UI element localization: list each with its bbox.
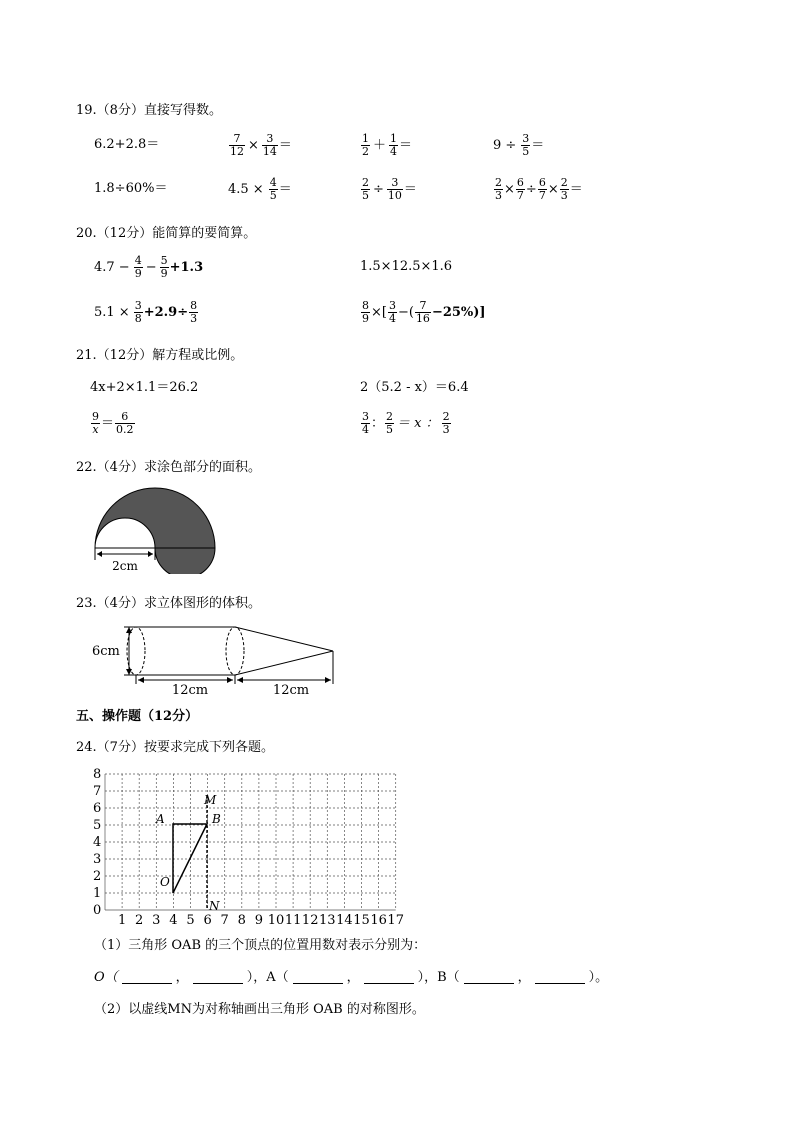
x-tick-label: 2	[135, 913, 144, 928]
blank-B-y[interactable]	[535, 973, 585, 984]
q20-e1: 4.7 − $\frac{4}{9}$ − $\frac{5}{9}$ +1.3	[94, 254, 204, 280]
arrow-2	[227, 677, 233, 683]
q21-e4: $\frac{3}{4}$ ： $\frac{2}{5}$ ＝ x ： $\frac{2}{3}$	[362, 410, 450, 436]
y-tick-label: 3	[93, 852, 102, 867]
q19-r1b: $\frac{7}{12}$ × $\frac{3}{14}$ ＝	[230, 132, 292, 158]
x-tick-label: 3	[152, 913, 161, 928]
q19-r1a: 6.2+2.8＝	[94, 137, 160, 152]
label-A: ），A（	[246, 970, 289, 985]
q22-figure	[88, 484, 222, 574]
q24-title: 24.（7分）按要求完成下列各题。	[76, 740, 274, 755]
comma-2: ，	[346, 970, 360, 985]
label-B: ），B（	[417, 970, 460, 985]
cylinder-left-base	[127, 627, 145, 675]
q20-e4: $\frac{8}{9}$ ×[ $\frac{3}{4}$ −( $\frac{7}{16}$ −25%)]	[362, 299, 486, 325]
x-tick-label: 16	[370, 913, 387, 928]
cone-bottom-edge	[235, 651, 333, 675]
q24-sub2: （2）以虚线MN为对称轴画出三角形 OAB 的对称图形。	[94, 1002, 425, 1017]
q19-title: 19.（8分）直接写得数。	[76, 103, 222, 118]
coordinate-grid	[105, 774, 396, 910]
q24-grid-figure	[88, 762, 408, 930]
x-tick-label: 9	[254, 913, 264, 928]
dim-arrow-left	[97, 551, 102, 557]
closing: ）。	[588, 970, 609, 985]
q21-e1: 4x+2×1.1＝26.2	[90, 380, 199, 395]
blank-O-y[interactable]	[193, 973, 243, 984]
blank-A-x[interactable]	[293, 973, 343, 984]
x-tick-label: 13	[319, 913, 336, 928]
y-tick-label: 4	[93, 835, 102, 850]
comma-3: ，	[517, 970, 531, 985]
q24-sub1: （1）三角形 OAB 的三个顶点的位置用数对表示分别为：	[94, 938, 427, 953]
comma-1: ，	[175, 970, 189, 985]
dim-arrow-right	[148, 551, 153, 557]
x-tick-label: 6	[203, 913, 212, 928]
y-tick-label: 6	[93, 801, 102, 816]
y-tick-label: 1	[93, 886, 102, 901]
q21-e3: $\frac{9}{x}$ ＝ $\frac{6}{0.2}$	[92, 410, 134, 436]
q19-r1d: 9 ÷ $\frac{3}{5}$ ＝	[493, 132, 545, 158]
point-N-label: N	[209, 899, 220, 913]
q23-figure	[88, 618, 338, 698]
x-tick-label: 5	[186, 913, 195, 928]
x-axis-labels	[118, 913, 404, 928]
q21-e2: 2（5.2 - x）＝6.4	[360, 380, 469, 395]
x-tick-label: 12	[301, 913, 319, 928]
q23-title: 23.（4分）求立体图形的体积。	[76, 596, 261, 611]
q19-r2d: $\frac{2}{3}$ × $\frac{6}{7}$ ÷ $\frac{6}{7}$ × $\frac{2}{3}$ ＝	[495, 176, 583, 202]
y-tick-label: 2	[93, 869, 102, 884]
y-axis-labels	[93, 767, 101, 918]
arrow-3	[237, 677, 243, 683]
dim-label: 2cm	[112, 559, 138, 573]
x-tick-label: 10	[267, 913, 285, 928]
q19-r2b: 4.5 × $\frac{4}{5}$ ＝	[228, 176, 292, 202]
q19-r2c: $\frac{2}{5}$ ÷ $\frac{3}{10}$ ＝	[362, 176, 417, 202]
point-B-label: B	[212, 812, 221, 826]
y-tick-label: 0	[93, 903, 102, 918]
triangle-OAB	[173, 824, 207, 893]
q19-r1c: $\frac{1}{2}$ ＋ $\frac{1}{4}$ ＝	[362, 132, 413, 158]
q20-e2: 1.5×12.5×1.6	[360, 259, 453, 274]
q24-sub1-answers	[94, 971, 608, 984]
q20-e3: 5.1 × $\frac{3}{8}$ +2.9÷ $\frac{8}{3}$	[94, 299, 198, 325]
x-tick-label: 14	[336, 913, 353, 928]
x-tick-label: 4	[169, 913, 178, 928]
y-tick-label: 5	[93, 818, 102, 833]
arrow-1	[138, 677, 144, 683]
height-arrow-bottom	[126, 669, 132, 675]
cone-length-label: 12cm	[272, 683, 310, 698]
q21-title: 21.（12分）解方程或比例。	[76, 348, 244, 363]
arrow-4	[325, 677, 331, 683]
q20-title: 20.（12分）能简算的要简算。	[76, 226, 257, 241]
q22-title: 22.（4分）求涂色部分的面积。	[76, 460, 261, 475]
point-M-label: M	[204, 793, 217, 807]
point-O-label: O	[160, 875, 170, 889]
x-tick-label: 15	[353, 913, 370, 928]
cylinder-right-base	[226, 627, 244, 675]
cone-top-edge	[235, 627, 333, 651]
blank-B-x[interactable]	[464, 973, 514, 984]
section-5-heading: 五、操作题（12分）	[76, 709, 199, 724]
point-A-label: A	[156, 812, 165, 826]
blank-A-y[interactable]	[364, 973, 414, 984]
x-tick-label: 7	[220, 913, 229, 928]
y-tick-label: 7	[93, 784, 102, 799]
x-tick-label: 11	[284, 913, 302, 928]
y-tick-label: 8	[93, 767, 102, 782]
cyl-length-label: 12cm	[171, 683, 209, 698]
label-O: O（	[94, 970, 118, 985]
q19-r2a: 1.8÷60%＝	[94, 181, 168, 196]
height-label: 6cm	[92, 644, 120, 659]
x-tick-label: 8	[237, 913, 246, 928]
x-tick-label: 17	[387, 913, 404, 928]
x-tick-label: 1	[117, 913, 127, 928]
blank-O-x[interactable]	[122, 973, 172, 984]
